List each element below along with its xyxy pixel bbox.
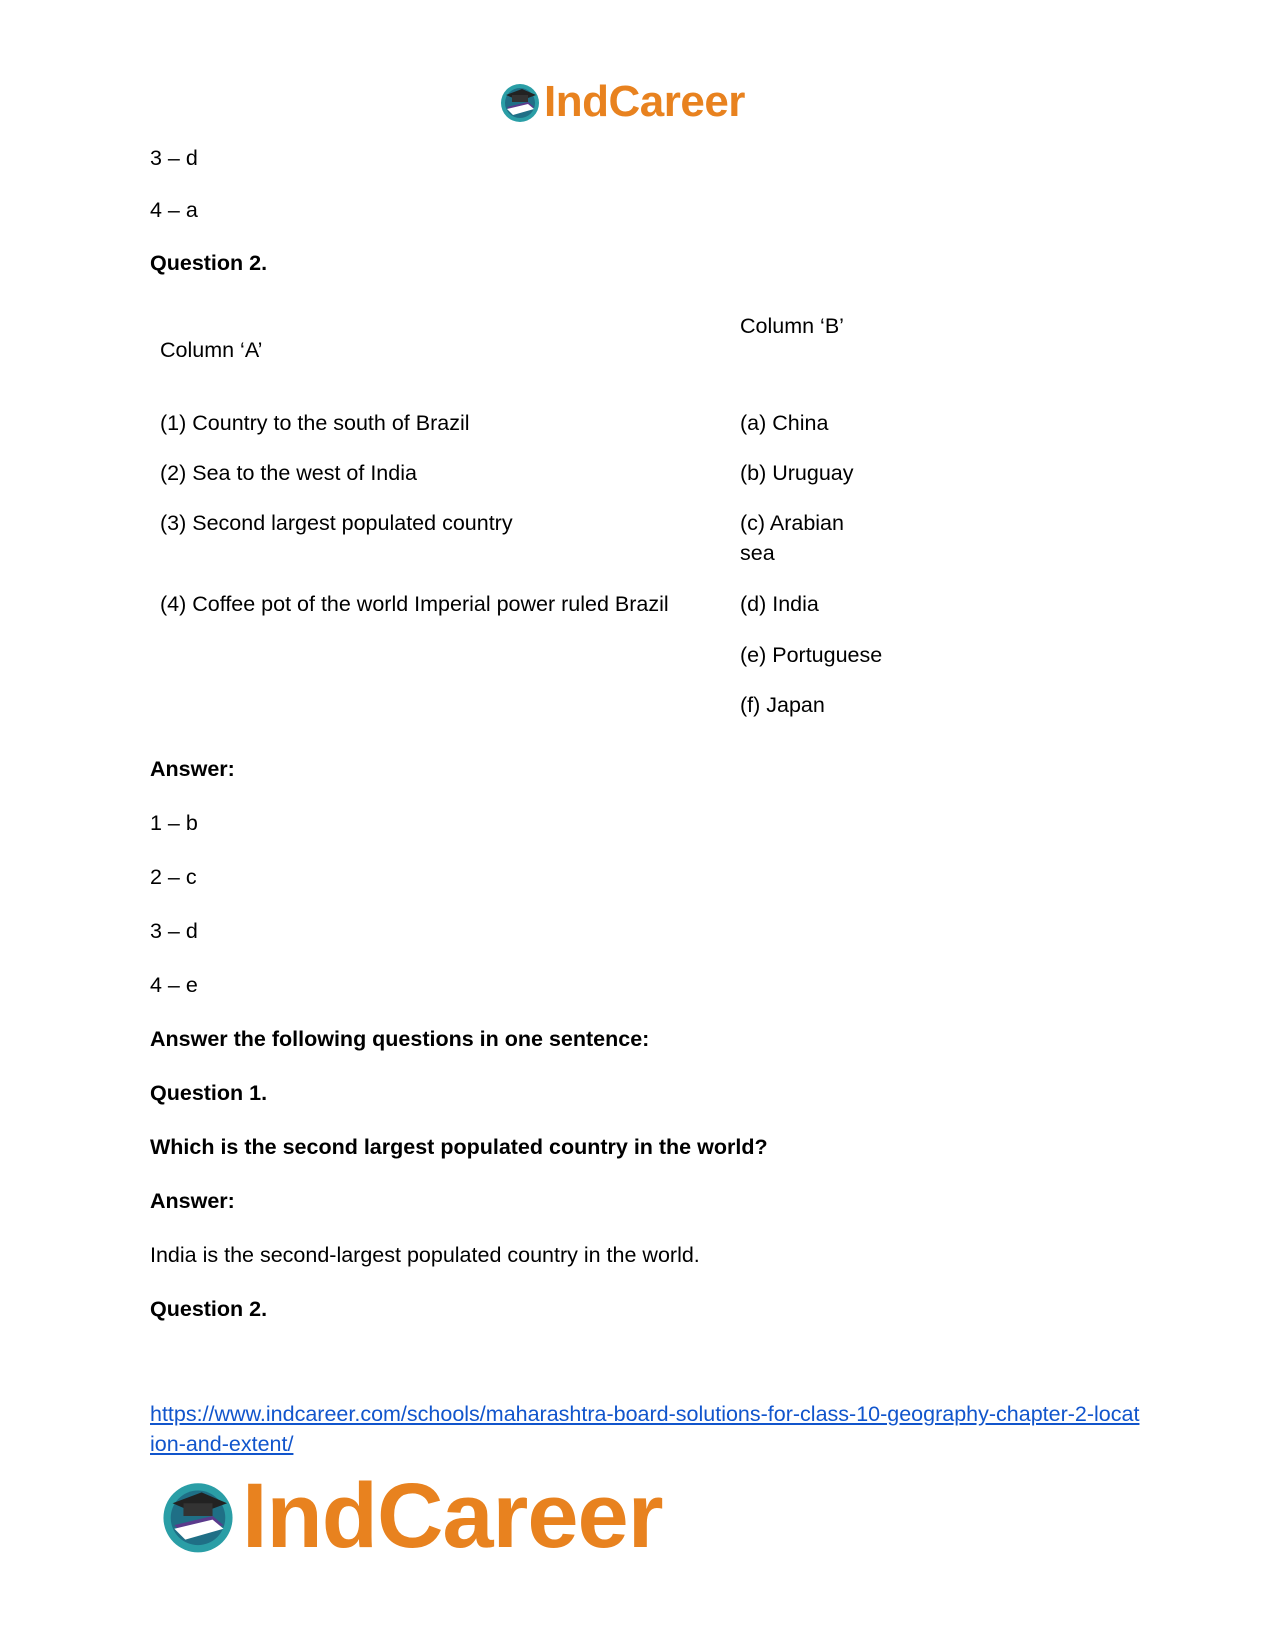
column-a-item: (4) Coffee pot of the world Imperial power ruled Brazil <box>160 592 669 616</box>
answer-line: 1 – b <box>150 811 198 835</box>
logo-text: IndCareer <box>242 1465 663 1567</box>
column-b-item: (d) India <box>740 592 819 616</box>
section-heading: Answer the following questions in one sentence: <box>150 1027 650 1051</box>
column-a-item: (1) Country to the south of Brazil <box>160 411 470 435</box>
graduation-cap-book-icon <box>498 80 542 124</box>
answer-label: Answer: <box>150 1189 235 1213</box>
column-b-item: (c) Arabian sea <box>740 511 844 565</box>
question-heading: Question 2. <box>150 1297 268 1321</box>
source-link[interactable]: https://www.indcareer.com/schools/maharashtra-board-solutions-for-class-10-geography-chapter-2-location-and-extent/ <box>150 1402 1140 1456</box>
question-heading: Question 1. <box>150 1081 268 1105</box>
answer-line: 4 – e <box>150 973 198 997</box>
answer-line: 3 – d <box>150 919 198 943</box>
column-b-item: (e) Portuguese <box>740 643 883 667</box>
logo-text: IndCareer <box>544 77 745 126</box>
graduation-cap-book-icon <box>158 1476 238 1556</box>
answer-text: India is the second-largest populated country in the world. <box>150 1243 700 1267</box>
column-a-header: Column ‘A’ <box>160 338 263 362</box>
answer-line: 3 – d <box>150 146 198 170</box>
column-b-item: (a) China <box>740 411 829 435</box>
column-b-item: (b) Uruguay <box>740 461 854 485</box>
answer-line: 4 – a <box>150 198 198 222</box>
question-text: Which is the second largest populated country in the world? <box>150 1135 768 1159</box>
answer-label: Answer: <box>150 757 235 781</box>
column-b-item: (f) Japan <box>740 693 825 717</box>
header-logo <box>498 77 745 126</box>
column-b-header: Column ‘B’ <box>740 314 844 338</box>
answer-line: 2 – c <box>150 865 197 889</box>
footer-logo <box>158 1465 663 1567</box>
column-a-item: (2) Sea to the west of India <box>160 461 417 485</box>
question-heading: Question 2. <box>150 251 268 275</box>
column-a-item: (3) Second largest populated country <box>160 511 513 535</box>
